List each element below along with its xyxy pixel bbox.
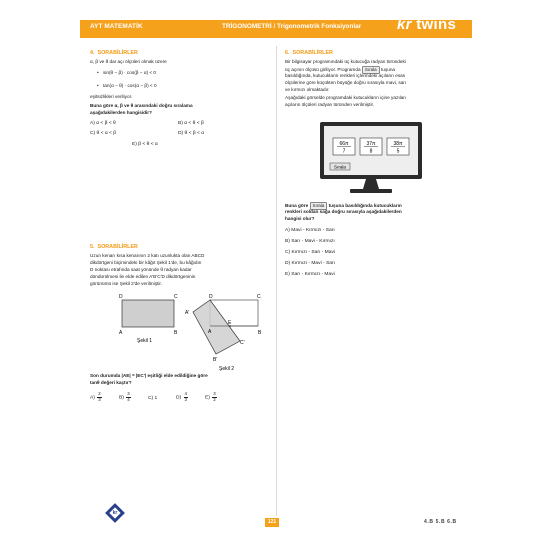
- q5-option-b-numerator: 3: [127, 391, 130, 396]
- q4-inequality-2: • tan(α − θ) · cos(α − β) < 0: [103, 83, 157, 88]
- q6-question-pre: Buna göre: [285, 203, 309, 208]
- q5-number: 5.: [90, 244, 95, 250]
- fig2-label-a-prime: A': [185, 310, 190, 316]
- fig2-label-c: C: [257, 294, 261, 300]
- fig1-label-a: A: [119, 330, 123, 336]
- q4-question-line-1: Buna göre α, β ve θ arasındaki doğru sıralama: [90, 103, 193, 108]
- q6-option-d[interactable]: D) Kırmızı - Mavi - Sarı: [285, 261, 335, 266]
- q5-option-b-label: B): [119, 395, 124, 401]
- q5-option-e[interactable]: [205, 392, 218, 402]
- q5-option-b[interactable]: [119, 392, 132, 402]
- q5-option-d-label: D): [176, 395, 182, 401]
- q5-option-a-fraction: [97, 392, 101, 402]
- q6-question-post: tuşuna basıldığında kutucukların: [328, 203, 402, 208]
- q5-option-e-numerator: 3: [213, 391, 216, 396]
- q6-text-line-5: ve kırmızı olmaktadır.: [285, 87, 330, 92]
- q5-option-d-numerator: 4: [184, 391, 187, 396]
- q5-figure-1: [112, 292, 184, 344]
- header-topic: TRİGONOMETRİ / Trigonometrik Fonksiyonlar: [222, 23, 362, 30]
- header-subject: AYT MATEMATİK: [90, 23, 143, 30]
- q5-option-b-fraction: [126, 392, 130, 402]
- page-number: 121: [265, 518, 279, 527]
- q5-text-line-1: Uzun kenarı kısa kenarının 2 katı uzunlukta olan ABCD: [90, 253, 205, 258]
- q4-option-a[interactable]: A) α < β < θ: [90, 121, 116, 126]
- q6-number: 6.: [285, 50, 290, 56]
- fig2-label-a: A: [208, 329, 212, 335]
- q4-question-line-2: aşağıdakilerden hangisidir?: [90, 110, 152, 115]
- q4-heading: [90, 50, 138, 56]
- q5-option-d-denominator: 3: [184, 396, 187, 402]
- q6-text-line-7: açıların ölçüleri radyan türünden verilmiştir.: [285, 102, 375, 107]
- fig2-label-d: D: [209, 294, 213, 300]
- answer-key: 4.B 5.B 6.B: [424, 519, 457, 525]
- q5-option-a[interactable]: [90, 392, 103, 402]
- brand-logo-twins: twins: [416, 16, 457, 33]
- q6-question-line-3: hangisi olur?: [285, 216, 315, 221]
- q4-heading-text: SORABİLİRLER: [97, 50, 138, 56]
- q5-option-b-denominator: 4: [127, 396, 130, 402]
- q5-figure-2: [180, 292, 270, 372]
- q6-heading: [285, 50, 333, 56]
- q5-option-c[interactable]: C) 1: [148, 396, 158, 401]
- q6-text-line-2-start: üç açının ölçüsü giriliyor. Programda: [285, 67, 361, 72]
- q6-text-line-2-end: tuşuna: [380, 67, 396, 72]
- q5-heading: [90, 244, 138, 250]
- screen-box-2-numerator: 37π: [366, 141, 376, 147]
- q6-text-line-6: Aşağıdaki görselde programdaki kutucukların içine yazılan: [285, 95, 406, 100]
- q5-question-line-1: Son durumda |AE| = |EC'| eşitliği elde edildiğine göre: [90, 373, 208, 378]
- q4-option-e[interactable]: E) β < θ < α: [132, 142, 158, 147]
- fig1-caption: Şekil 1: [137, 338, 153, 344]
- q6-question-sort-button: Sırala: [310, 202, 328, 210]
- q5-option-e-denominator: 2: [213, 396, 216, 402]
- fig2-label-e: E: [228, 320, 232, 326]
- q5-option-e-label: E): [205, 395, 210, 401]
- q5-option-d[interactable]: [176, 392, 189, 402]
- monitor-stand: [350, 189, 392, 193]
- fig2-label-c-prime: C': [240, 340, 245, 346]
- q5-text-line-2: dikdörtgeni biçimindeki bir kâğıt Şekil 1'de, bu kâğıdın: [90, 260, 202, 265]
- fig2-label-b-prime: B': [213, 357, 218, 363]
- brand-logo-kr: kr: [397, 16, 412, 33]
- screen-box-1-numerator: 66π: [339, 141, 349, 147]
- q4-given: eşitsizlikleri veriliyor.: [90, 94, 133, 99]
- q5-option-a-denominator: 3: [98, 396, 101, 402]
- fig2-rotated-rectangle: [193, 300, 240, 354]
- fig1-label-c: C: [174, 294, 178, 300]
- brand-logo: [397, 16, 456, 33]
- q5-text-line-5: görünümü ise Şekil 2'de verilmiştir.: [90, 281, 163, 286]
- q4-number: 4.: [90, 50, 95, 56]
- q5-option-e-fraction: [212, 392, 216, 402]
- q4-option-c[interactable]: C) θ < α < β: [90, 131, 117, 136]
- screen-box-2-denominator: 8: [369, 148, 373, 155]
- q6-question-line-2: renkleri soldan sağa doğru sırasıyla aşağıdakilerden: [285, 209, 402, 214]
- screen-box-3-denominator: 5: [396, 148, 400, 155]
- q6-monitor-illustration: [318, 120, 424, 198]
- q5-text-line-4: döndürülmesi ile elde edilen A'B'C'D dikdörtgeninin: [90, 274, 196, 279]
- q6-text-line-4: ölçülerine göre küçükten büyüğe doğru sırasıyla mavi, sarı: [285, 80, 407, 85]
- q5-text-line-3: D noktası etrafında saat yönünde θ radyan kadar: [90, 267, 192, 272]
- q4-intro: α, β ve θ dar açı ölçüleri olmak üzere: [90, 59, 167, 64]
- screen-sort-button-label: Sırala: [333, 164, 347, 170]
- q6-heading-text: SORABİLİRLER: [292, 50, 333, 56]
- q5-option-a-numerator: 2: [98, 391, 101, 396]
- fig2-label-b: B: [258, 330, 262, 336]
- q5-question-line-2: tanθ değeri kaçtır?: [90, 380, 132, 385]
- q5-option-d-fraction: [184, 392, 188, 402]
- q5-heading-text: SORABİLİRLER: [97, 244, 138, 250]
- q5-option-a-label: A): [90, 395, 95, 401]
- q6-option-c[interactable]: C) Kırmızı - Sarı - Mavi: [285, 250, 335, 255]
- fig2-caption: Şekil 2: [219, 366, 235, 372]
- q6-option-a[interactable]: A) Mavi - Kırmızı - Sarı: [285, 228, 335, 233]
- q4-option-d[interactable]: D) θ < β < α: [178, 131, 205, 136]
- q6-option-b[interactable]: B) Sarı - Mavi - Kırmızı: [285, 239, 335, 244]
- q6-text-line-3: basıldığında, kutucukların renkleri içlerindeki açıların esas: [285, 73, 406, 78]
- monitor-neck: [363, 179, 379, 189]
- column-divider: [276, 46, 277, 516]
- screen-box-3-numerator: 38π: [393, 141, 403, 147]
- publisher-logo-text: kr: [112, 510, 118, 516]
- fig1-label-b: B: [174, 330, 178, 336]
- screen-box-1-denominator: 7: [342, 148, 346, 155]
- q4-inequality-1: • sin(θ − β) · cos(β − α) < 0: [103, 70, 156, 75]
- q4-option-b[interactable]: B) α < θ < β: [178, 121, 204, 126]
- q6-text-line-1: Bir bilgisayar programındaki üç kutucuğa radyan türündeki: [285, 59, 406, 64]
- fig1-label-d: D: [119, 294, 123, 300]
- q6-inline-sort-button: Sırala: [362, 66, 380, 74]
- q6-option-e[interactable]: E) Sarı - Kırmızı - Mavi: [285, 272, 335, 277]
- fig1-rectangle: [122, 300, 174, 327]
